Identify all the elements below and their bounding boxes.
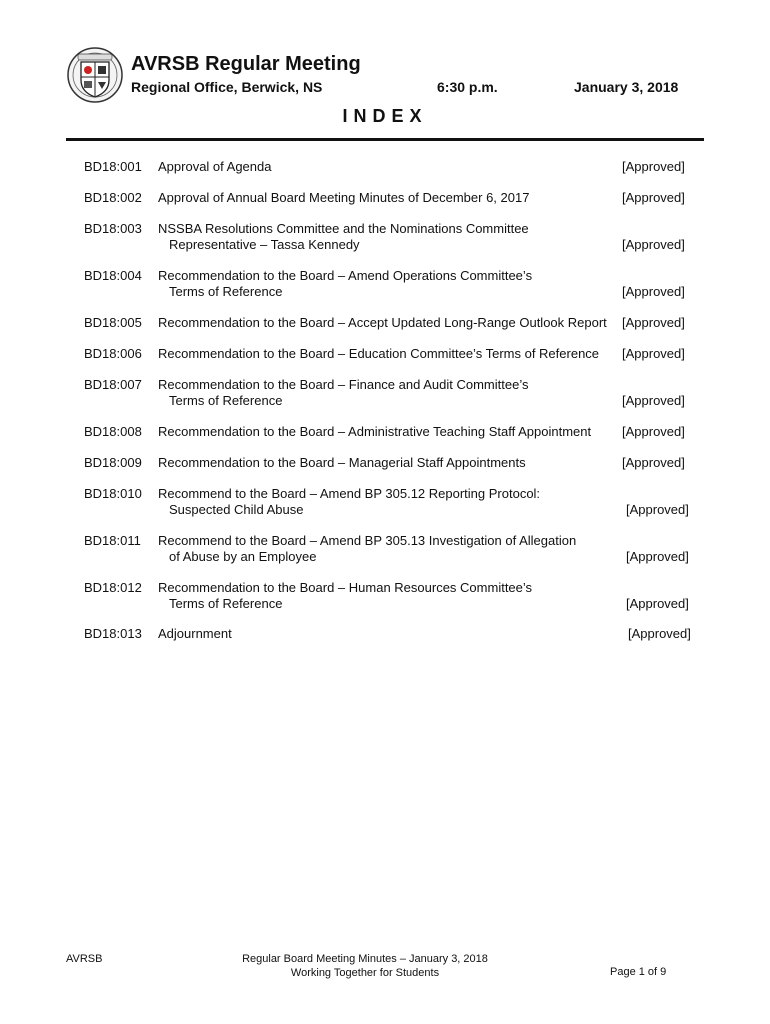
item-status: [Approved] (622, 284, 685, 299)
item-description: NSSBA Resolutions Committee and the Nominations Committee Representative – Tassa Kennedy (158, 221, 529, 252)
item-code: BD18:011 (84, 533, 141, 548)
item-description: Recommendation to the Board – Human Resources Committee’s Terms of Reference (158, 580, 533, 611)
meeting-location: Regional Office, Berwick, NS (131, 79, 323, 95)
item-code: BD18:008 (84, 424, 142, 439)
page-number: Page 1 of 9 (610, 966, 667, 978)
school-board-crest-logo (66, 46, 124, 104)
footer-center (200, 952, 530, 980)
item-status: [Approved] (622, 424, 685, 439)
item-code: BD18:009 (84, 455, 142, 470)
item-description: Recommendation to the Board – Administrative Teaching Staff Appointment (158, 424, 592, 439)
item-code: BD18:012 (84, 580, 142, 595)
item-status: [Approved] (626, 502, 689, 517)
footer-tagline: Working Together for Students (290, 967, 440, 979)
item-status: [Approved] (628, 626, 691, 641)
index-heading: INDEX (342, 106, 428, 126)
item-status: [Approved] (622, 237, 685, 252)
item-description: Recommendation to the Board – Finance and Audit Committee’s Terms of Reference (158, 377, 529, 408)
item-description: Adjournment (158, 626, 232, 641)
meeting-date: January 3, 2018 (574, 79, 679, 95)
footer-org: AVRSB (66, 953, 103, 965)
item-status: [Approved] (626, 549, 689, 564)
item-description: Recommendation to the Board – Managerial Staff Appointments (158, 455, 526, 470)
item-code: BD18:003 (84, 221, 142, 236)
item-code: BD18:007 (84, 377, 142, 392)
item-description: Approval of Agenda (158, 159, 272, 174)
item-description: Recommendation to the Board – Amend Operations Committee’s Terms of Reference (158, 268, 533, 299)
header-divider (66, 138, 704, 141)
item-status: [Approved] (622, 393, 685, 408)
item-description: Recommendation to the Board – Accept Updated Long-Range Outlook Report (158, 315, 607, 330)
item-code: BD18:001 (84, 159, 142, 174)
item-description: Approval of Annual Board Meeting Minutes of December 6, 2017 (158, 190, 530, 205)
item-code: BD18:005 (84, 315, 142, 330)
item-code: BD18:002 (84, 190, 142, 205)
item-status: [Approved] (622, 315, 685, 330)
item-description: Recommendation to the Board – Education Committee’s Terms of Reference (158, 346, 600, 361)
item-status: [Approved] (622, 455, 685, 470)
item-status: [Approved] (622, 159, 685, 174)
item-description: Recommend to the Board – Amend BP 305.13 Investigation of Allegation of Abuse by an Employee (158, 533, 577, 564)
item-description: Recommend to the Board – Amend BP 305.12 Reporting Protocol: Suspected Child Abuse (158, 486, 541, 517)
footer-doc-title: Regular Board Meeting Minutes – January 3, 2018 (242, 953, 488, 965)
item-code: BD18:006 (84, 346, 142, 361)
item-code: BD18:004 (84, 268, 142, 283)
item-code: BD18:010 (84, 486, 142, 501)
meeting-title: AVRSB Regular Meeting (131, 53, 361, 75)
item-status: [Approved] (626, 596, 689, 611)
meeting-time: 6:30 p.m. (437, 79, 498, 95)
item-status: [Approved] (622, 346, 685, 361)
item-code: BD18:013 (84, 626, 142, 641)
item-status: [Approved] (622, 190, 685, 205)
